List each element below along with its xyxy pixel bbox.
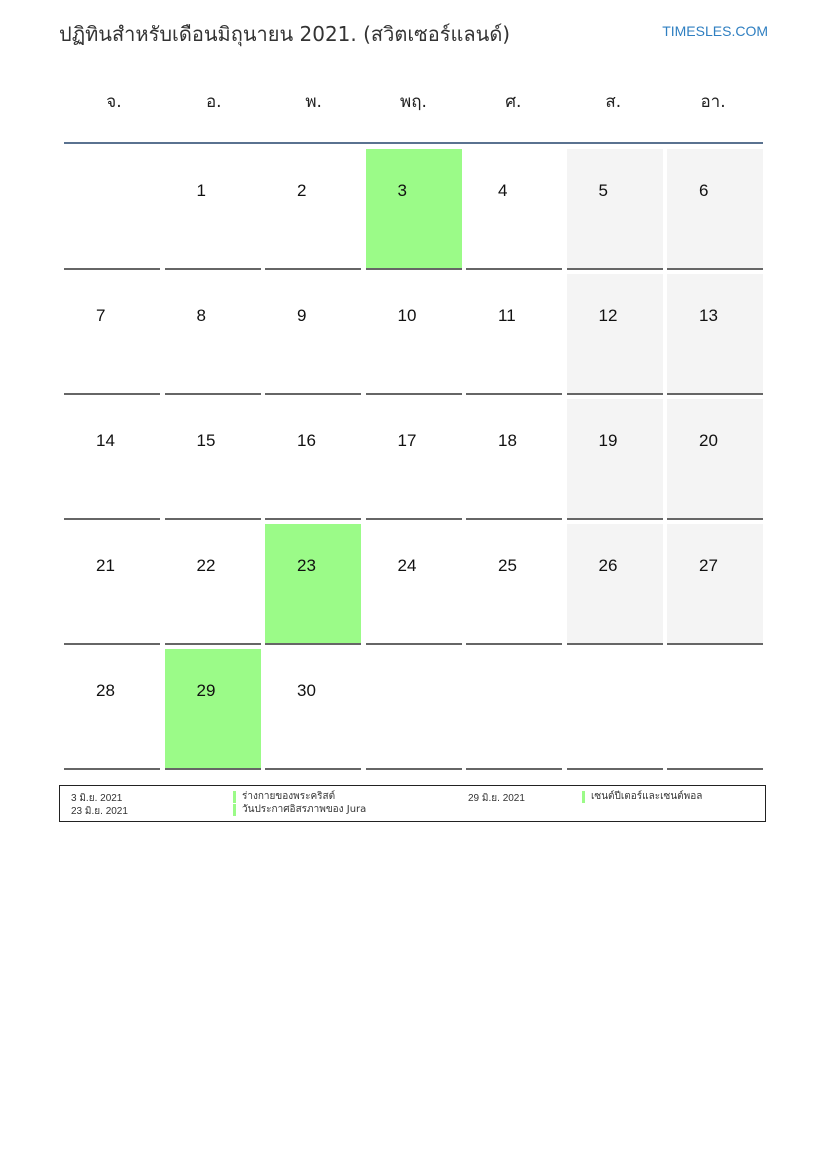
day-number: 13	[699, 306, 718, 325]
weekday-mon: จ.	[106, 92, 122, 112]
day-cell-11[interactable]	[466, 274, 562, 395]
day-number: 5	[598, 181, 608, 200]
empty-day-cell	[64, 149, 160, 270]
legend-name-1: ร่างกายของพระคริสต์	[233, 791, 335, 803]
day-number: 9	[297, 306, 307, 325]
day-cell-6[interactable]	[667, 149, 763, 270]
day-number: 6	[699, 181, 709, 200]
day-number: 8	[196, 306, 206, 325]
day-number: 16	[297, 431, 316, 450]
day-number: 26	[598, 556, 618, 575]
day-cell-12[interactable]	[567, 274, 663, 395]
site-link[interactable]: TIMESLES.COM	[662, 23, 768, 39]
day-cell-2[interactable]	[265, 149, 361, 270]
day-cell-16[interactable]	[265, 399, 361, 520]
day-cell-21[interactable]	[64, 524, 160, 645]
day-number: 14	[96, 431, 115, 450]
day-cell-22[interactable]	[165, 524, 261, 645]
weekday-thu: พฤ.	[400, 92, 427, 112]
day-number: 12	[598, 306, 618, 325]
day-cell-9[interactable]	[265, 274, 361, 395]
day-number: 17	[397, 431, 417, 450]
day-number: 24	[397, 556, 417, 575]
day-cell-27[interactable]	[667, 524, 763, 645]
day-number: 18	[498, 431, 517, 450]
day-cell-23[interactable]	[265, 524, 361, 645]
day-cell-5[interactable]	[567, 149, 663, 270]
day-number: 23	[297, 556, 316, 575]
day-number: 15	[196, 431, 216, 450]
day-number: 10	[397, 306, 417, 325]
day-number: 30	[297, 681, 316, 700]
legend-date-2: 23 มิ.ย. 2021	[71, 806, 128, 817]
weekday-fri: ศ.	[505, 92, 522, 112]
day-number: 21	[96, 556, 115, 575]
day-number: 3	[397, 181, 407, 200]
day-number: 11	[498, 306, 516, 325]
day-cell-24[interactable]	[366, 524, 462, 645]
day-cell-1[interactable]	[165, 149, 261, 270]
empty-day-cell	[466, 649, 562, 770]
day-cell-10[interactable]	[366, 274, 462, 395]
page-title: ปฏิทินสำหรับเดือนมิถุนายน 2021. (สวิตเซอร์แลนด์)	[59, 22, 511, 46]
day-number: 2	[297, 181, 307, 200]
day-number: 4	[498, 181, 508, 200]
weekday-sat: ส.	[605, 92, 622, 112]
day-number: 20	[699, 431, 718, 450]
day-cell-28[interactable]	[64, 649, 160, 770]
day-cell-20[interactable]	[667, 399, 763, 520]
empty-day-cell	[667, 649, 763, 770]
day-cell-13[interactable]	[667, 274, 763, 395]
legend-name-2: วันประกาศอิสรภาพของ Jura	[233, 804, 366, 816]
day-number: 19	[598, 431, 618, 450]
header-divider	[64, 142, 763, 144]
day-cell-4[interactable]	[466, 149, 562, 270]
weekday-tue: อ.	[205, 92, 222, 112]
day-cell-15[interactable]	[165, 399, 261, 520]
empty-day-cell	[366, 649, 462, 770]
day-number: 7	[96, 306, 106, 325]
day-number: 1	[196, 181, 206, 200]
legend-date-1: 3 มิ.ย. 2021	[71, 793, 123, 804]
day-cell-17[interactable]	[366, 399, 462, 520]
calendar-grid	[64, 149, 763, 770]
day-number: 22	[196, 556, 216, 575]
day-number: 25	[498, 556, 517, 575]
weekday-sun: อา.	[700, 92, 726, 112]
day-cell-7[interactable]	[64, 274, 160, 395]
holiday-legend	[59, 785, 766, 822]
day-cell-18[interactable]	[466, 399, 562, 520]
day-number: 29	[196, 681, 216, 700]
day-number: 28	[96, 681, 115, 700]
day-cell-14[interactable]	[64, 399, 160, 520]
day-cell-3[interactable]	[366, 149, 462, 270]
day-cell-8[interactable]	[165, 274, 261, 395]
day-cell-29[interactable]	[165, 649, 261, 770]
legend-name-3: เซนต์ปีเตอร์และเซนต์พอล	[582, 791, 702, 803]
day-number: 27	[699, 556, 718, 575]
empty-day-cell	[567, 649, 663, 770]
day-cell-25[interactable]	[466, 524, 562, 645]
day-cell-30[interactable]	[265, 649, 361, 770]
legend-date-3: 29 มิ.ย. 2021	[468, 793, 525, 804]
weekday-wed: พ.	[305, 92, 322, 112]
day-cell-19[interactable]	[567, 399, 663, 520]
weekday-header	[64, 88, 763, 120]
day-cell-26[interactable]	[567, 524, 663, 645]
